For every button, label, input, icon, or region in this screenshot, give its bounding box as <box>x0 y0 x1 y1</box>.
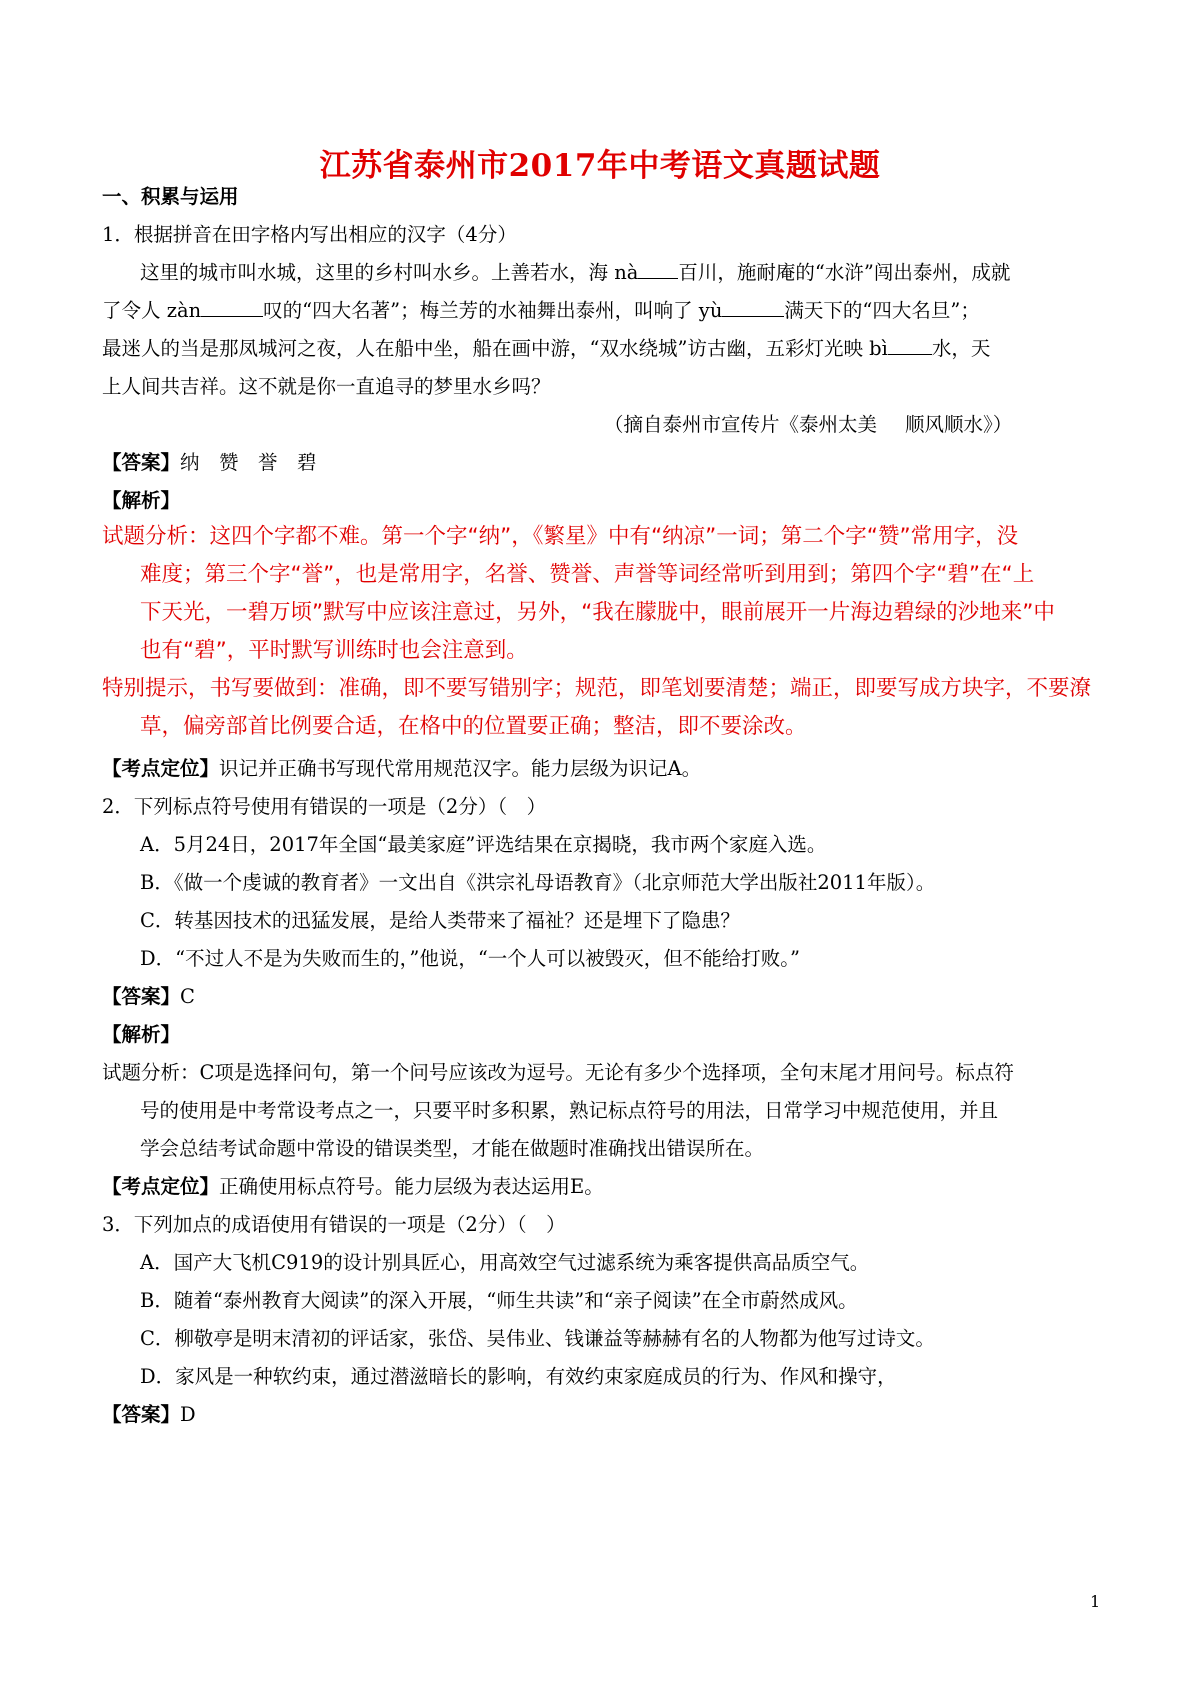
question-1-passage-line-4: 上人间共吉祥。这不就是你一直追寻的梦里水乡吗？ <box>102 375 551 398</box>
question-3-answer: 【答案】D <box>102 1403 196 1426</box>
passage-source: （摘自泰州市宣传片《泰州太美 顺风顺水》） <box>604 413 1013 436</box>
analysis-line: 试题分析：这四个字都不难。第一个字“纳”，《繁星》中有“纳凉”一词；第二个字“赞”常用字，没 <box>102 524 1019 549</box>
analysis-line: 也有“碧”，平时默写训练时也会注意到。 <box>140 638 528 663</box>
question-1-passage-line-1: 这里的城市叫水城，这里的乡村叫水乡。上善若水，海 nà 百川，施耐庵的“水浒”闯出泰州，成就 <box>140 261 1011 284</box>
blank-3[interactable] <box>722 298 784 317</box>
question-1-focus: 【考点定位】识记并正确书写现代常用规范汉字。能力层级为识记A。 <box>102 757 702 780</box>
question-3-option-c: C．柳敬亭是明末清初的评话家，张岱、吴伟业、钱谦益等赫赫有名的人物都为他写过诗文。 <box>140 1327 935 1350</box>
page-number: 1 <box>1090 1592 1101 1611</box>
question-2-answer: 【答案】C <box>102 985 195 1008</box>
analysis-line: 号的使用是中考常设考点之一，只要平时多积累，熟记标点符号的用法，日常学习中规范使用，并且 <box>140 1099 999 1122</box>
question-2-option-b: B．《做一个虔诚的教育者》一文出自《洪宗礼母语教育》（北京师范大学出版社2011年版）。 <box>140 871 936 894</box>
blank-2[interactable] <box>201 298 263 317</box>
question-1-stem: 1．根据拼音在田字格内写出相应的汉字（4分） <box>102 223 517 246</box>
question-1-analysis-label: 【解析】 <box>102 489 181 512</box>
question-1-passage-line-3: 最迷人的当是那凤城河之夜，人在船中坐，船在画中游，“双水绕城”访古幽，五彩灯光映 bì 水，天 <box>102 337 991 360</box>
question-2-option-a: A．5月24日，2017年全国“最美家庭”评选结果在京揭晓，我市两个家庭入选。 <box>140 833 827 856</box>
question-3-stem: 3．下列加点的成语使用有错误的一项是（2分）（ ） <box>102 1213 566 1236</box>
blank-4[interactable] <box>888 336 932 355</box>
analysis-line: 下天光，一碧万顷”默写中应该注意过，另外，“我在朦胧中，眼前展开一片海边碧绿的沙地来”中 <box>140 600 1055 625</box>
section-heading: 一、积累与运用 <box>102 185 239 208</box>
analysis-line: 学会总结考试命题中常设的错误类型，才能在做题时准确找出错误所在。 <box>140 1137 765 1160</box>
blank-1[interactable] <box>638 260 678 279</box>
question-1-passage-line-2: 了令人 zàn 叹的“四大名著”；梅兰芳的水袖舞出泰州，叫响了 yù 满天下的“四大名旦”； <box>102 299 980 322</box>
analysis-line: 特别提示，书写要做到：准确，即不要写错别字；规范，即笔划要清楚；端正，即要写成方块字，不要潦 <box>102 676 1092 701</box>
question-2-stem: 2．下列标点符号使用有错误的一项是（2分）（ ） <box>102 795 547 818</box>
question-3-option-b: B．随着“泰州教育大阅读”的深入开展，“师生共读”和“亲子阅读”在全市蔚然成风。 <box>140 1289 858 1312</box>
document-title: 江苏省泰州市2017年中考语文真题试题 <box>319 148 881 184</box>
question-2-option-c: C．转基因技术的迅猛发展，是给人类带来了福祉？还是埋下了隐患？ <box>140 909 740 932</box>
question-2-option-d: D．“不过人不是为失败而生的，”他说，“一个人可以被毁灭，但不能给打败。” <box>140 947 801 970</box>
analysis-line: 难度；第三个字“誉”，也是常用字，名誉、赞誉、声誉等词经常听到用到；第四个字“碧”在“上 <box>140 562 1035 587</box>
question-1-answer: 【答案】纳 赞 誉 碧 <box>102 451 317 474</box>
analysis-line: 草，偏旁部首比例要合适，在格中的位置要正确；整洁，即不要涂改。 <box>140 714 807 739</box>
question-3-option-d: D．家风是一种软约束，通过潜滋暗长的影响，有效约束家庭成员的行为、作风和操守， <box>140 1365 897 1388</box>
question-3-option-a: A．国产大飞机C919的设计别具匠心，用高效空气过滤系统为乘客提供高品质空气。 <box>140 1251 870 1274</box>
analysis-line: 试题分析：C项是选择问句，第一个问号应该改为逗号。无论有多少个选择项，全句末尾才用问号。标点符 <box>102 1061 1014 1084</box>
question-2-focus: 【考点定位】正确使用标点符号。能力层级为表达运用E。 <box>102 1175 604 1198</box>
question-2-analysis-label: 【解析】 <box>102 1023 181 1046</box>
